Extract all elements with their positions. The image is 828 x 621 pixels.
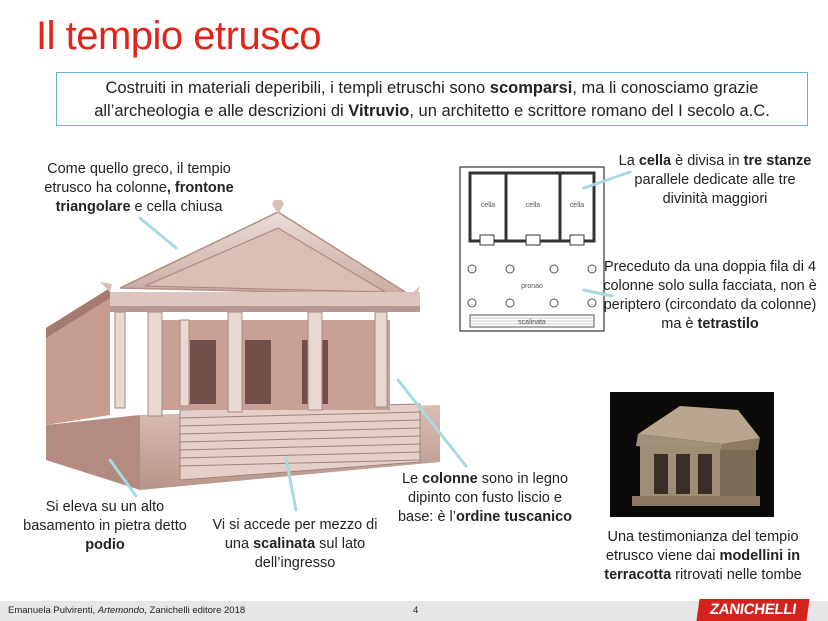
caption-colonne: Le colonne sono in legno dipinto con fusto liscio e base: è l’ordine tuscanico [397,471,573,525]
intro-bold-vitruvio: Vitruvio [348,102,410,120]
intro-bold-scomparsi: scomparsi [489,79,573,97]
plan-scalinata: scalinata [518,319,546,326]
page-number: 4 [413,605,419,616]
plan-pronao: pronao [521,283,543,290]
footer-credit: Emanuela Pulvirenti, Artemondo, Zanichelli editore 2018 [8,605,246,616]
plan-cella-2: cella [525,202,541,209]
page-title: Il tempio etrusco [36,14,321,58]
caption-modellini: Una testimonianza del tempio etrusco viene dai modellini in terracotta ritrovati nelle tombe [604,529,802,583]
intro-text-3: , un architetto e scrittore romano del I secolo a.C. [409,102,770,120]
caption-cella: La cella è divisa in tre stanze parallele dedicate alle tre divinità maggiori [618,153,812,207]
intro-text-2: , ma li conosciamo grazie all’archeologia e alle descrizioni di [94,79,759,120]
caption-scalinata: Vi si accede per mezzo di una scalinata sul lato dell’ingresso [212,517,378,571]
caption-tetrastilo: Preceduto da una doppia fila di 4 colonne solo sulla facciata, non è periptero (circondato da colonne) ma è tetrastilo [603,259,817,332]
intro-text: Costruiti in materiali deperibili, i templi etruschi sono [105,79,490,97]
plan-cella-1: cella [480,202,496,209]
zanichelli-logo: ZANICHELLI [696,599,809,621]
caption-podio: Si eleva su un alto basamento in pietra detto podio [23,499,187,553]
caption-greek-comparison: Come quello greco, il tempio etrusco ha colonne, frontone triangolare e cella chiusa [44,161,234,215]
plan-cella-3: cella [569,202,585,209]
